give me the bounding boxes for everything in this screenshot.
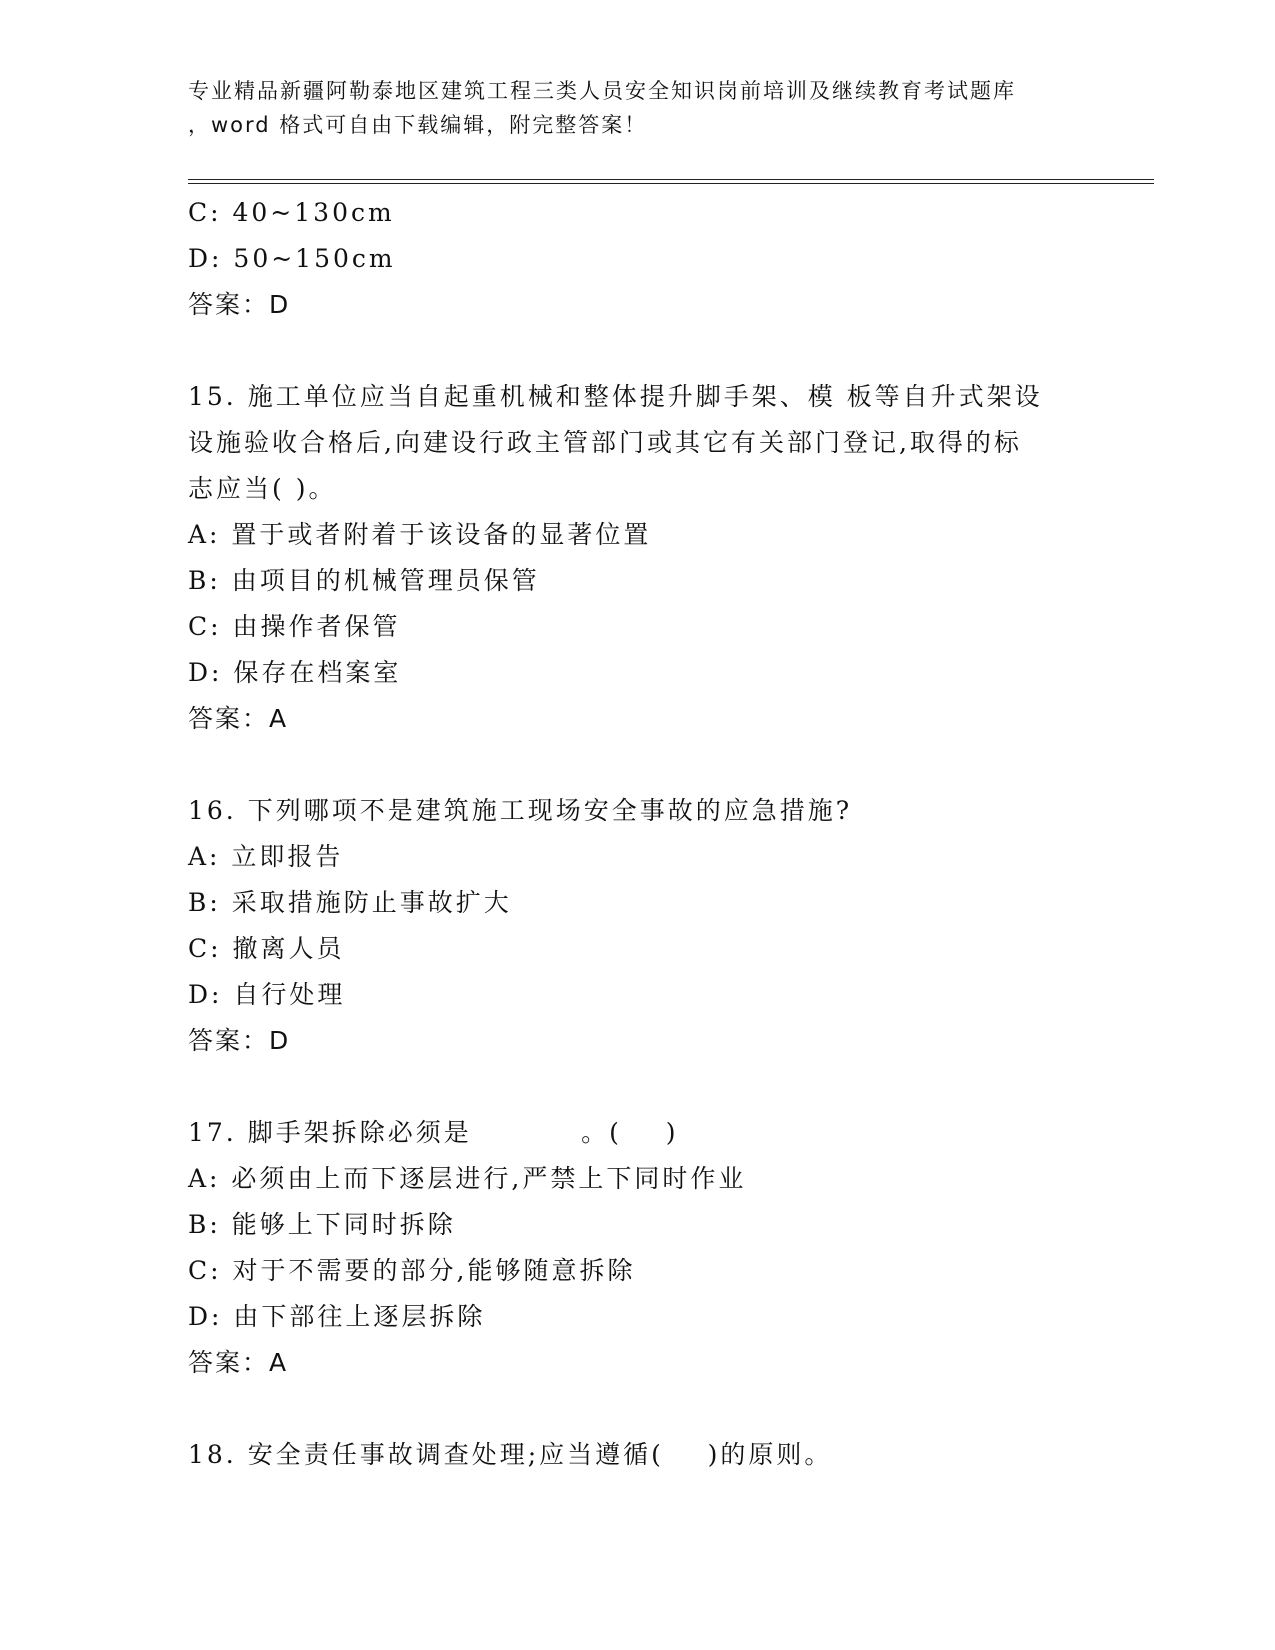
question-text: 志应当( )。 [188,474,337,503]
option-c: C: 对于不需要的部分,能够随意拆除 [188,1256,636,1285]
answer-line: 答案：D [188,290,291,319]
option-d: D: 50~150cm [188,244,396,273]
question-text: 18. 安全责任事故调查处理;应当遵循( )的原则。 [188,1440,833,1469]
option-d: D: 由下部往上逐层拆除 [188,1302,486,1331]
question-17 [188,1110,1154,1386]
answer-line: 答案：D [188,1026,291,1055]
header-divider-bottom [188,183,1154,184]
question-list [188,190,1154,1478]
answer-line: 答案：A [188,704,289,733]
question-text: 15. 施工单位应当自起重机械和整体提升脚手架、模 板等自升式架设 [188,382,1043,411]
document-header [188,74,1088,142]
question-text: 17. 脚手架拆除必须是 。( ) [188,1118,679,1147]
header-divider-top [188,179,1154,180]
option-c: C: 撤离人员 [188,934,345,963]
option-c: C: 40~130cm [188,198,395,227]
option-a: A: 立即报告 [188,842,344,871]
option-a: A: 必须由上而下逐层进行,严禁上下同时作业 [188,1164,747,1193]
question-16 [188,788,1154,1064]
question-text: 16. 下列哪项不是建筑施工现场安全事故的应急措施? [188,796,853,825]
option-c: C: 由操作者保管 [188,612,401,641]
question-text: 设施验收合格后,向建设行政主管部门或其它有关部门登记,取得的标 [188,428,1022,457]
question-15 [188,374,1154,742]
option-b: B: 采取措施防止事故扩大 [188,888,512,917]
option-b: B: 能够上下同时拆除 [188,1210,456,1239]
option-d: D: 保存在档案室 [188,658,402,687]
option-b: B: 由项目的机械管理员保管 [188,566,540,595]
answer-line: 答案：A [188,1348,289,1377]
option-d: D: 自行处理 [188,980,346,1009]
header-line-2: ，word 格式可自由下载编辑，附完整答案！ [188,113,648,137]
question-18 [188,1432,1154,1478]
header-line-1: 专业精品新疆阿勒泰地区建筑工程三类人员安全知识岗前培训及继续教育考试题库 [188,79,1016,103]
option-a: A: 置于或者附着于该设备的显著位置 [188,520,652,549]
